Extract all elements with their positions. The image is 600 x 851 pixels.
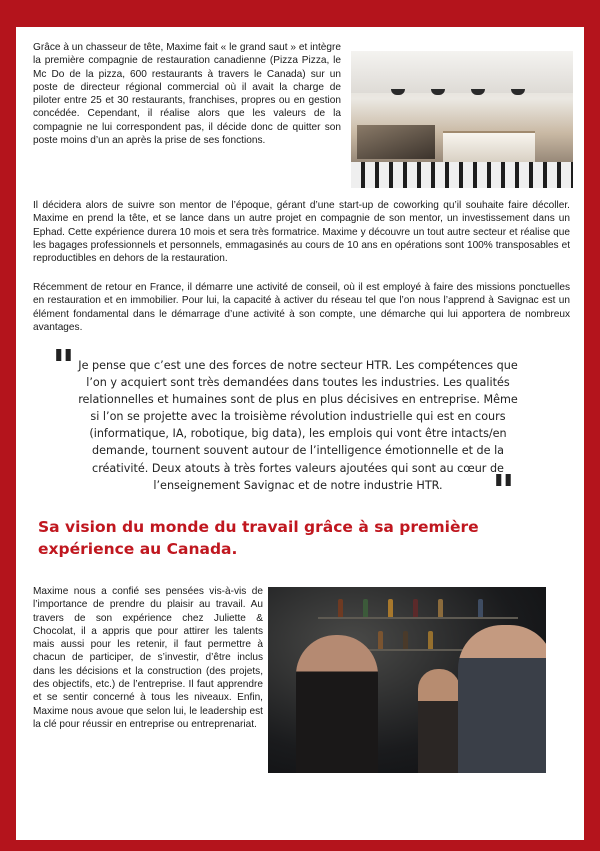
paragraph-return-france: Récemment de retour en France, il démarre une activité de conseil, où il est employé à faire des missions ponctuelles en restauration et en immobilier. Pour lui, la capacité à activer du réseau tel que l’on nous l’apprend à Savignac est un élément fondamental dans le démarrage d’une activité à son compte, une démarche qui lui apportera de nombreux avantages. <box>33 282 570 333</box>
bottle <box>388 599 393 617</box>
paragraph-coworking: Il décidera alors de suivre son mentor de l’époque, gérant d’une start-up de coworking qu’il souhaite faire décoller. Maxime en prend la tête, et se lance dans un autre projet en compagnie de son mentor, un investissement dans un Ephad. Cette expérience durera 10 mois et sera très formatrice. Maxime y découvre un tout autre secteur et réalise que les bagages professionnels et personnels, emmagasinés au cours de 10 ans en opérations sont 100% transposables et reproductibles en dehors de la restauration. <box>33 200 570 265</box>
pendant-lamp <box>471 89 485 95</box>
bottle <box>378 631 383 649</box>
tiled-floor <box>351 162 573 188</box>
pendant-lamp <box>511 89 525 95</box>
bottle <box>403 631 408 649</box>
person-woman <box>418 669 460 773</box>
restaurant-photo <box>351 51 573 188</box>
paragraph-pizza-pizza: Grâce à un chasseur de tête, Maxime fait « le grand saut » et intègre la première compagnie de restauration canadienne (Pizza Pizza, le Mc Do de la pizza, 600 restaurants à travers le Canada) sur un poste de directeur régional commercial où il avait la charge de piloter entre 25 et 30 restaurants, franchises, propres ou en gestion concédée. Cependant, il réalise alors que les valeurs de la compagnie ne lui correspondent pas, il décide donc de quitter son poste moins d’un an après la prise de ses fonctions. <box>33 42 341 147</box>
person-man-left <box>296 635 378 773</box>
pendant-lamp <box>391 89 405 95</box>
quote-open-mark: " <box>52 341 75 392</box>
bottle <box>478 599 483 617</box>
networking-bar-photo <box>268 587 546 773</box>
bottle <box>428 631 433 649</box>
restaurant-tables <box>357 125 435 159</box>
bottle <box>438 599 443 617</box>
pendant-lamp <box>431 89 445 95</box>
section-heading: Sa vision du monde du travail grâce à sa première expérience au Canada. <box>38 518 479 558</box>
document-page <box>16 27 584 840</box>
bottle <box>363 599 368 617</box>
restaurant-ceiling <box>351 51 573 93</box>
paragraph-vision: Maxime nous a confié ses pensées vis-à-vis de l’importance de prendre du plaisir au travail. Au travers de son expérience chez Juliette & Chocolat, il a appris que pour attirer les talents mais aussi pour les retenir, il faut permettre à chacun de participer, de s’investir, d’être inclus dans les décisions et la construction (des projets, des objectifs, etc.) de l’entreprise. Il faut apprendre et se sentir concerné à tous les niveaux. Enfin, Maxime nous avoue que selon lui, le leadership est la clé pour réussir en entreprise ou entreprenariat. <box>33 586 263 730</box>
bottle <box>413 599 418 617</box>
pull-quote: Je pense que c’est une des forces de notre secteur HTR. Les compétences que l’on y acquiert sont très demandées dans toutes les industries. Les qualités relationnelles et humaines sont de plus en plus décisives en entreprise. Même si l’on se projette avec la troisième révolution industrielle qui est en cours (informatique, IA, robotique, big data), les emplois qui vont être intacts/en demande, tournent souvent autour de l’intelligence émotionnelle et de la créativité. Deux atouts à très fortes valeurs ajoutées qui sont au cœur de l’enseignement Savignac et de notre industrie HTR. <box>78 359 518 492</box>
bottle <box>338 599 343 617</box>
bar-shelf <box>318 617 518 619</box>
person-man-right <box>458 625 546 773</box>
quote-close-mark: " <box>492 466 515 517</box>
